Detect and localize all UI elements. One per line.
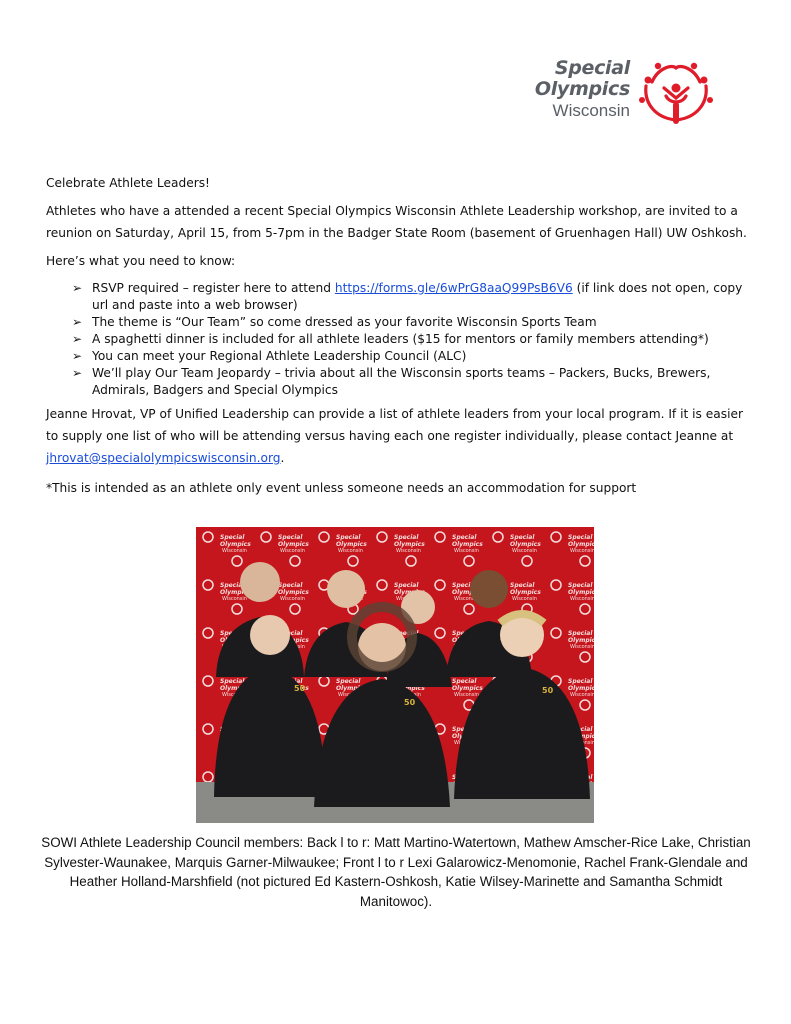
list-item-rsvp: ➢ RSVP required – register here to attend https://forms.gle/6wPrG8aaQ99PsB6V6 (if link does not open, copy url and paste into a web browser) (72, 281, 743, 312)
rsvp-form-link[interactable]: https://forms.gle/6wPrG8aaQ99PsB6V6 (334, 281, 573, 295)
svg-text:50: 50 (404, 698, 416, 707)
contact-email-link[interactable]: jhrovat@specialolympicswisconsin.org (46, 451, 281, 465)
arrow-bullet-icon: ➢ (72, 349, 83, 363)
logo-line-olympics: Olympics (534, 78, 630, 100)
svg-text:50: 50 (542, 686, 554, 695)
special-olympics-emblem-icon (636, 58, 716, 138)
list-item-council: ➢ You can meet your Regional Athlete Leadership Council (ALC) (72, 349, 467, 363)
letter-body (46, 172, 752, 499)
info-list (46, 280, 752, 399)
arrow-bullet-icon: ➢ (72, 366, 83, 380)
list-item-jeopardy: ➢ We’ll play Our Team Jeopardy – trivia about all the Wisconsin sports teams – Packers, Bucks, Brewers, Admirals, Badgers and Special Olympics (72, 366, 711, 397)
logo-line-special: Special (554, 57, 630, 79)
svg-text:50: 50 (294, 684, 306, 693)
group-photo (196, 527, 594, 823)
arrow-bullet-icon: ➢ (72, 315, 83, 329)
front-row-people (214, 607, 590, 807)
logo-wordmark (502, 58, 630, 122)
arrow-bullet-icon: ➢ (72, 281, 83, 295)
footnote: *This is intended as an athlete only event unless someone needs an accommodation for support (46, 481, 637, 495)
special-olympics-wisconsin-logo (502, 58, 717, 138)
need-to-know-label: Here’s what you need to know: (46, 254, 236, 268)
photo-caption: SOWI Athlete Leadership Council members: Back l to r: Matt Martino-Watertown, Mathew Amscher-Rice Lake, Christian Sylvester-Waunakee, Marquis Garner-Milwaukee; Front l to r Lexi Galarowicz-Menomonie, Rachel Frank-Glendale and Heather Holland-Marshfield (not pictured Ed Kastern-Oshkosh, Katie Wilsey-Marinette and Samantha Schmidt Manitowoc). (41, 835, 751, 909)
list-item-theme: ➢ The theme is “Our Team” so come dressed as your favorite Wisconsin Sports Team (72, 315, 597, 329)
page-heading: Celebrate Athlete Leaders! (46, 176, 210, 190)
list-item-dinner: ➢ A spaghetti dinner is included for all athlete leaders ($15 for mentors or family members attending*) (72, 332, 709, 346)
logo-line-wisconsin: Wisconsin (552, 101, 630, 120)
intro-paragraph: Athletes who have a attended a recent Special Olympics Wisconsin Athlete Leadership workshop, are invited to a reunion on Saturday, April 15, from 5-7pm in the Badger State Room (basement of Gruenhagen Hall) UW Oshkosh. (46, 204, 747, 240)
arrow-bullet-icon: ➢ (72, 332, 83, 346)
contact-paragraph: Jeanne Hrovat, VP of Unified Leadership can provide a list of athlete leaders from your local program. If it is easier to supply one list of who will be attending versus having each one register individually, please contact Jeanne at jhrovat@specialolympicswisconsin.org. (46, 407, 743, 465)
